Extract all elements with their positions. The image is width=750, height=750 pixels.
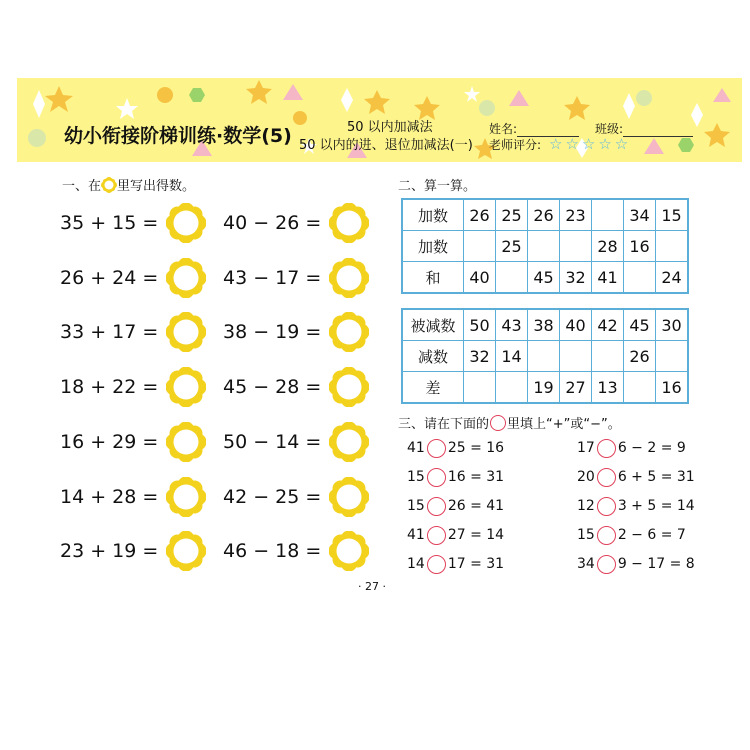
problem-expression: 14 + 28 = bbox=[60, 485, 159, 508]
left-equation bbox=[407, 437, 504, 459]
table-row bbox=[402, 372, 688, 404]
table-cell: 42 bbox=[592, 309, 624, 341]
score-stars: ☆☆☆☆☆ bbox=[549, 135, 632, 153]
table-row bbox=[402, 231, 688, 262]
table-cell[interactable] bbox=[624, 262, 656, 294]
score-label: 老师评分: bbox=[489, 138, 542, 152]
lesson-subtopic: 50 以内的进、退位加减法(一) bbox=[299, 138, 473, 153]
equation-first-number: 14 bbox=[407, 556, 425, 572]
table-cell: 25 bbox=[496, 231, 528, 262]
right-equation bbox=[577, 524, 686, 546]
flower-answer-box[interactable] bbox=[329, 422, 369, 462]
table-cell: 30 bbox=[656, 309, 689, 341]
table-cell: 40 bbox=[560, 309, 592, 341]
row-header: 和 bbox=[402, 262, 464, 294]
page-number: · 27 · bbox=[358, 580, 386, 593]
flower-answer-box[interactable] bbox=[329, 312, 369, 352]
row-header: 加数 bbox=[402, 199, 464, 231]
equation-first-number: 15 bbox=[407, 469, 425, 485]
section3-title-suffix: 里填上“+”或“−”。 bbox=[507, 417, 621, 432]
operator-circle[interactable] bbox=[427, 526, 446, 545]
problem-expression: 26 + 24 = bbox=[60, 266, 159, 289]
row-header: 减数 bbox=[402, 341, 464, 372]
flower-answer-box[interactable] bbox=[329, 258, 369, 298]
flower-answer-box[interactable] bbox=[329, 367, 369, 407]
left-problem bbox=[60, 367, 206, 407]
left-problem bbox=[60, 258, 206, 298]
table-cell[interactable] bbox=[528, 341, 560, 372]
right-problem bbox=[223, 203, 369, 243]
subtraction-table bbox=[401, 308, 689, 404]
problem-expression: 45 − 28 = bbox=[223, 376, 322, 399]
table-cell[interactable] bbox=[592, 199, 624, 231]
equation-first-number: 12 bbox=[577, 498, 595, 514]
equation-rest: 9 − 17 = 8 bbox=[617, 556, 695, 572]
table-cell: 26 bbox=[624, 341, 656, 372]
table-cell: 14 bbox=[496, 341, 528, 372]
operator-circle[interactable] bbox=[597, 526, 616, 545]
left-equation bbox=[407, 495, 504, 517]
section1-title-prefix: 一、在 bbox=[62, 179, 102, 194]
right-problem bbox=[223, 477, 369, 517]
table-cell: 38 bbox=[528, 309, 560, 341]
table-cell: 34 bbox=[624, 199, 656, 231]
right-problem bbox=[223, 258, 369, 298]
operator-circle[interactable] bbox=[597, 497, 616, 516]
table-cell: 27 bbox=[560, 372, 592, 404]
table-cell: 25 bbox=[496, 199, 528, 231]
class-blank bbox=[623, 124, 693, 137]
table-cell: 45 bbox=[528, 262, 560, 294]
problem-expression: 16 + 29 = bbox=[60, 430, 159, 453]
operator-circle[interactable] bbox=[597, 555, 616, 574]
flower-answer-box[interactable] bbox=[329, 477, 369, 517]
table-cell: 28 bbox=[592, 231, 624, 262]
right-equation bbox=[577, 466, 695, 488]
problem-expression: 18 + 22 = bbox=[60, 376, 159, 399]
table-row bbox=[402, 199, 688, 231]
flower-answer-box[interactable] bbox=[166, 422, 206, 462]
page-title: 幼小衔接阶梯训练·数学(5) bbox=[64, 125, 292, 147]
problem-expression: 46 − 18 = bbox=[223, 540, 322, 563]
flower-answer-box[interactable] bbox=[166, 258, 206, 298]
addition-table bbox=[401, 198, 689, 294]
section1-title-suffix: 里写出得数。 bbox=[117, 179, 196, 194]
table-cell[interactable] bbox=[496, 372, 528, 404]
section2-title: 二、算一算。 bbox=[398, 179, 477, 194]
table-row bbox=[402, 341, 688, 372]
table-cell[interactable] bbox=[592, 341, 624, 372]
left-problem bbox=[60, 203, 206, 243]
flower-answer-box[interactable] bbox=[166, 367, 206, 407]
table-cell[interactable] bbox=[464, 372, 496, 404]
section3-title bbox=[398, 413, 621, 432]
equation-rest: 2 − 6 = 7 bbox=[617, 527, 686, 543]
section1-title bbox=[62, 175, 195, 194]
flower-answer-box[interactable] bbox=[329, 203, 369, 243]
flower-answer-box[interactable] bbox=[166, 531, 206, 571]
left-problem bbox=[60, 312, 206, 352]
table-cell: 24 bbox=[656, 262, 689, 294]
problem-expression: 33 + 17 = bbox=[60, 321, 159, 344]
right-problem bbox=[223, 531, 369, 571]
table-row bbox=[402, 262, 688, 294]
table-cell[interactable] bbox=[624, 372, 656, 404]
problem-expression: 40 − 26 = bbox=[223, 212, 322, 234]
table-cell: 16 bbox=[624, 231, 656, 262]
lesson-topic: 50 以内加减法 bbox=[347, 120, 433, 135]
flower-answer-box[interactable] bbox=[166, 203, 206, 243]
equation-rest: 26 = 41 bbox=[447, 498, 505, 514]
problem-expression: 38 − 19 = bbox=[223, 321, 322, 344]
equation-first-number: 34 bbox=[577, 556, 595, 572]
table-cell: 45 bbox=[624, 309, 656, 341]
operator-circle[interactable] bbox=[427, 439, 446, 458]
problem-expression: 23 + 19 = bbox=[60, 540, 159, 563]
table-cell[interactable] bbox=[464, 231, 496, 262]
right-equation bbox=[577, 495, 695, 517]
right-problem bbox=[223, 422, 369, 462]
equation-rest: 6 − 2 = 9 bbox=[617, 440, 686, 456]
left-problem bbox=[60, 422, 206, 462]
operator-circle[interactable] bbox=[427, 468, 446, 487]
problem-expression: 35 + 15 = bbox=[60, 212, 159, 234]
equation-first-number: 17 bbox=[577, 440, 595, 456]
table-cell: 26 bbox=[464, 199, 496, 231]
section3-title-prefix: 三、请在下面的 bbox=[398, 417, 490, 432]
flower-answer-box[interactable] bbox=[329, 531, 369, 571]
right-equation bbox=[577, 437, 686, 459]
equation-rest: 6 + 5 = 31 bbox=[617, 469, 695, 485]
table-cell: 15 bbox=[656, 199, 689, 231]
row-header: 被减数 bbox=[402, 309, 464, 341]
problem-expression: 50 − 14 = bbox=[223, 430, 322, 453]
left-problem bbox=[60, 531, 206, 571]
table-cell: 32 bbox=[464, 341, 496, 372]
table-cell: 23 bbox=[560, 199, 592, 231]
problem-expression: 42 − 25 = bbox=[223, 485, 322, 508]
flower-answer-box[interactable] bbox=[166, 477, 206, 517]
right-problem bbox=[223, 367, 369, 407]
operator-circle[interactable] bbox=[597, 439, 616, 458]
equation-rest: 16 = 31 bbox=[447, 469, 505, 485]
right-equation bbox=[577, 553, 695, 575]
table-row bbox=[402, 309, 688, 341]
table-cell: 41 bbox=[592, 262, 624, 294]
table-cell: 43 bbox=[496, 309, 528, 341]
circle-icon bbox=[490, 415, 506, 431]
left-equation bbox=[407, 466, 504, 488]
table-cell[interactable] bbox=[528, 231, 560, 262]
class-label: 班级: bbox=[595, 122, 624, 136]
equation-first-number: 15 bbox=[407, 498, 425, 514]
equation-rest: 27 = 14 bbox=[447, 527, 505, 543]
table-cell: 13 bbox=[592, 372, 624, 404]
equation-rest: 25 = 16 bbox=[447, 440, 505, 456]
left-problem bbox=[60, 477, 206, 517]
equation-first-number: 20 bbox=[577, 469, 595, 485]
operator-circle[interactable] bbox=[597, 468, 616, 487]
left-equation bbox=[407, 553, 504, 575]
equation-first-number: 41 bbox=[407, 440, 425, 456]
table-cell: 50 bbox=[464, 309, 496, 341]
table-cell: 40 bbox=[464, 262, 496, 294]
problem-expression: 43 − 17 = bbox=[223, 266, 322, 289]
operator-circle[interactable] bbox=[427, 555, 446, 574]
operator-circle[interactable] bbox=[427, 497, 446, 516]
table-cell[interactable] bbox=[560, 341, 592, 372]
equation-first-number: 41 bbox=[407, 527, 425, 543]
equation-first-number: 15 bbox=[577, 527, 595, 543]
row-header: 加数 bbox=[402, 231, 464, 262]
table-cell[interactable] bbox=[656, 231, 689, 262]
flower-answer-box[interactable] bbox=[166, 312, 206, 352]
table-cell: 19 bbox=[528, 372, 560, 404]
table-cell: 16 bbox=[656, 372, 689, 404]
right-problem bbox=[223, 312, 369, 352]
row-header: 差 bbox=[402, 372, 464, 404]
table-cell[interactable] bbox=[656, 341, 689, 372]
equation-rest: 17 = 31 bbox=[447, 556, 505, 572]
table-cell: 32 bbox=[560, 262, 592, 294]
flower-icon bbox=[101, 177, 117, 193]
name-label: 姓名: bbox=[489, 122, 518, 136]
equation-rest: 3 + 5 = 14 bbox=[617, 498, 695, 514]
header-banner bbox=[17, 78, 742, 162]
table-cell[interactable] bbox=[496, 262, 528, 294]
table-cell: 26 bbox=[528, 199, 560, 231]
table-cell[interactable] bbox=[560, 231, 592, 262]
left-equation bbox=[407, 524, 504, 546]
